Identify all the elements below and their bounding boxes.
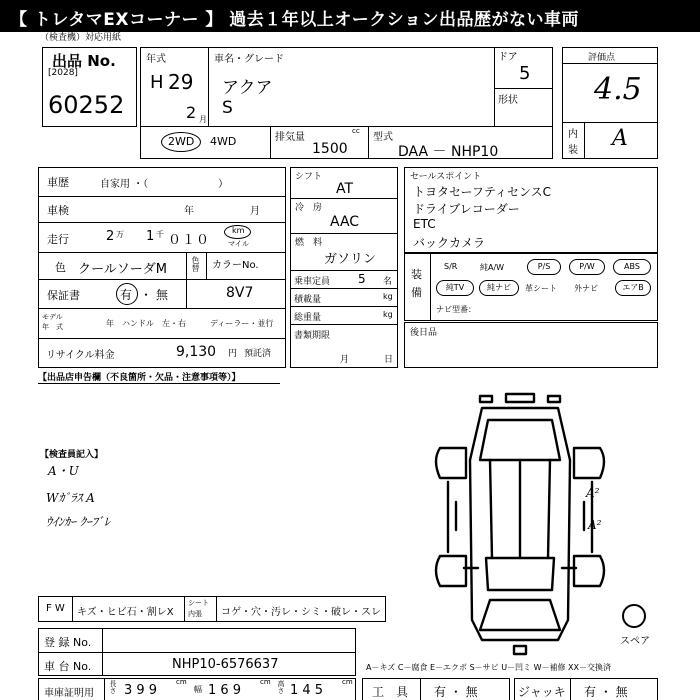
recycle-label: リサイクル料金 [46, 350, 115, 361]
month-unit: 月 [199, 115, 207, 124]
dealer-label: ディーラー・並行 [210, 319, 274, 328]
memo-label: 後日品 [410, 328, 438, 338]
header-title: 【 トレタマEXコーナー 】 過去１年以上オークション出品歴がない車両 [10, 10, 579, 30]
km-label: km [232, 226, 245, 235]
chassis-value: NHP10-6576637 [172, 657, 279, 672]
car-name: アクア [222, 78, 273, 98]
warranty-label: 保証書 [47, 289, 80, 302]
spare-tire-icon [622, 604, 646, 628]
equip-navi: 純ナビ [479, 280, 519, 296]
equipment-label-2: 備 [411, 286, 422, 299]
equip-sr: S/R [444, 262, 458, 271]
chassis-label: 車 台 No. [44, 660, 92, 673]
mileage-sen: 1 [146, 229, 155, 244]
car-grade: S [222, 98, 233, 118]
damage-legend: A－キズ C－腐食 E－エクボ S－サビ U－凹ミ W－補修 XX－交換済 [366, 663, 612, 672]
interior-score: A [612, 126, 628, 151]
sub-note: （検査機）対応用紙 [40, 33, 122, 43]
sales-points-label: セールスポイント [410, 172, 482, 182]
equip-pw: P/W [569, 259, 605, 275]
year-era: H [150, 72, 164, 93]
tools-value: 有 ・ 無 [434, 685, 478, 699]
length-label: 長さ [109, 680, 117, 694]
lot-label: 出品 No. [52, 52, 116, 70]
tools-label: 工 具 [372, 685, 409, 699]
sales-point-3: ETC [413, 217, 436, 231]
width-label: 幅 [194, 685, 202, 694]
dimensions-label: 車庫証明用 [44, 688, 94, 699]
displacement-unit: cc [352, 127, 360, 135]
doors-value: 5 [519, 63, 531, 84]
car-history-value: 自家用 ・（ ） [100, 179, 229, 190]
score-value: 4.5 [594, 72, 642, 107]
inspector-note-3: ｳｲﾝｶｰ ｸｰﾌﾞﾚ [46, 515, 110, 529]
doors-label: ドア [498, 52, 518, 63]
load-label: 積載量 [294, 295, 322, 305]
lot-sub: [2028] [48, 68, 78, 78]
equip-leather: 革シート [525, 284, 557, 293]
jack-label: ジャッキ [518, 685, 566, 699]
inspector-note-1: A・U [48, 464, 79, 478]
interior-label-2: 装 [568, 145, 578, 156]
capacity-value: 5 [358, 272, 366, 286]
car-history-label: 車歴 [47, 176, 69, 189]
equipment-label-1: 装 [411, 268, 422, 281]
fuel-value: ガソリン [324, 252, 377, 267]
interior-label-1: 内 [568, 129, 578, 140]
fw-label: F W [46, 603, 65, 614]
recycle-note: 預託済 [244, 349, 272, 359]
inspector-label: 【検査員記入】 [40, 450, 104, 460]
displacement-value: 1500 [312, 141, 348, 157]
jack-value: 有 ・ 無 [584, 685, 628, 699]
length-value: 3 9 9 [124, 683, 158, 698]
spare-label: スペア [620, 636, 650, 647]
load-unit: kg [383, 292, 393, 301]
capacity-unit: 名 [383, 277, 393, 287]
year-value: 29 [168, 70, 194, 94]
capacity-label: 乗車定員 [294, 277, 331, 287]
color-no-value: 8V7 [226, 285, 254, 301]
color-value: クールソーダM [78, 262, 167, 277]
height-unit: cm [342, 678, 353, 686]
warranty-dot: ・ [140, 288, 153, 302]
mileage-rest: ０１０ [168, 233, 211, 248]
shape-label: 形状 [498, 95, 518, 106]
recycle-amount: 9,130 [176, 344, 217, 360]
mile-label: マイル [228, 240, 249, 248]
color-no-label: カラーNo. [212, 260, 259, 271]
equip-ps: P/S [527, 259, 561, 275]
period-month: 月 [340, 355, 350, 365]
length-unit: cm [176, 678, 187, 686]
seat-text: コゲ・穴・汚レ・シミ・破レ・スレ [221, 607, 381, 618]
handle-label: ハンドル 左・右 [122, 319, 186, 328]
ac-label: 冷 房 [295, 203, 323, 213]
warranty-no: 無 [156, 288, 169, 302]
equip-ext-navi: 外ナビ [574, 284, 598, 293]
model-year-label-2: 年 式 [42, 323, 63, 331]
height-label: 高さ [277, 680, 285, 694]
recycle-unit: 円 [228, 349, 238, 359]
ac-value: AAC [330, 214, 360, 230]
warranty-yes: 有 [120, 288, 133, 302]
shift-value: AT [336, 181, 354, 197]
sales-point-4: バックカメラ [413, 236, 486, 250]
fuel-label: 燃 料 [295, 238, 323, 248]
model-year-unit: 年 [106, 319, 114, 328]
model-value: DAA － NHP10 [398, 144, 499, 160]
diagram-mark-1: A² [586, 486, 600, 500]
displacement-label: 排気量 [275, 132, 305, 143]
memo-box [404, 322, 658, 368]
remarks-label: 【出品店申告欄（不良箇所・欠品・注意事項等）】 [38, 373, 241, 383]
inspection-label: 車検 [47, 204, 69, 217]
score-label: 評価点 [588, 53, 616, 63]
inspector-note-2: Wｶﾞﾗｽ A [46, 491, 95, 505]
gross-label: 総重量 [294, 313, 322, 323]
color-label: 色 [55, 261, 66, 274]
seat-label-2: 内張 [188, 610, 202, 618]
diagram-mark-2: A² [588, 518, 602, 532]
inspection-month: 月 [250, 206, 260, 217]
model-year-label-1: モデル [42, 313, 63, 321]
width-unit: cm [260, 678, 271, 686]
equip-alloy: 純A/W [480, 263, 505, 272]
sales-point-1: トヨタセーフティセンスC [413, 185, 551, 199]
sales-point-2: ドライブレコーダー [413, 202, 520, 216]
year-label: 年式 [146, 54, 166, 65]
width-value: 1 6 9 [208, 683, 242, 698]
mileage-man-unit: 万 [116, 230, 124, 239]
mileage-label: 走行 [47, 233, 69, 246]
registration-label: 登 録 No. [44, 636, 92, 649]
period-label: 書類期限 [294, 331, 331, 341]
mileage-sen-unit: 千 [156, 230, 164, 239]
year-month: 2 [186, 103, 197, 122]
gross-unit: kg [383, 310, 393, 319]
lot-number: 60252 [48, 91, 125, 119]
navi-model-label: ナビ型番： [436, 305, 476, 314]
fw-text: キズ・ヒビ石・割レX [77, 607, 174, 618]
shift-label: シフト [295, 172, 323, 182]
drive-4wd: 4WD [210, 135, 237, 148]
mileage-man: 2 [106, 229, 115, 244]
equip-tv: 純TV [436, 280, 474, 296]
inspection-year: 年 [184, 206, 194, 217]
height-value: 1 4 5 [290, 683, 324, 698]
period-day: 日 [384, 355, 394, 365]
drive-2wd: 2WD [168, 135, 195, 148]
color-change-label: 色替 [191, 256, 200, 272]
seat-label-1: シート [188, 599, 209, 607]
equip-airbag: エアB [615, 280, 651, 296]
equip-abs: ABS [613, 259, 651, 275]
name-label: 車名・グレード [214, 54, 284, 65]
model-label: 型式 [373, 132, 393, 143]
